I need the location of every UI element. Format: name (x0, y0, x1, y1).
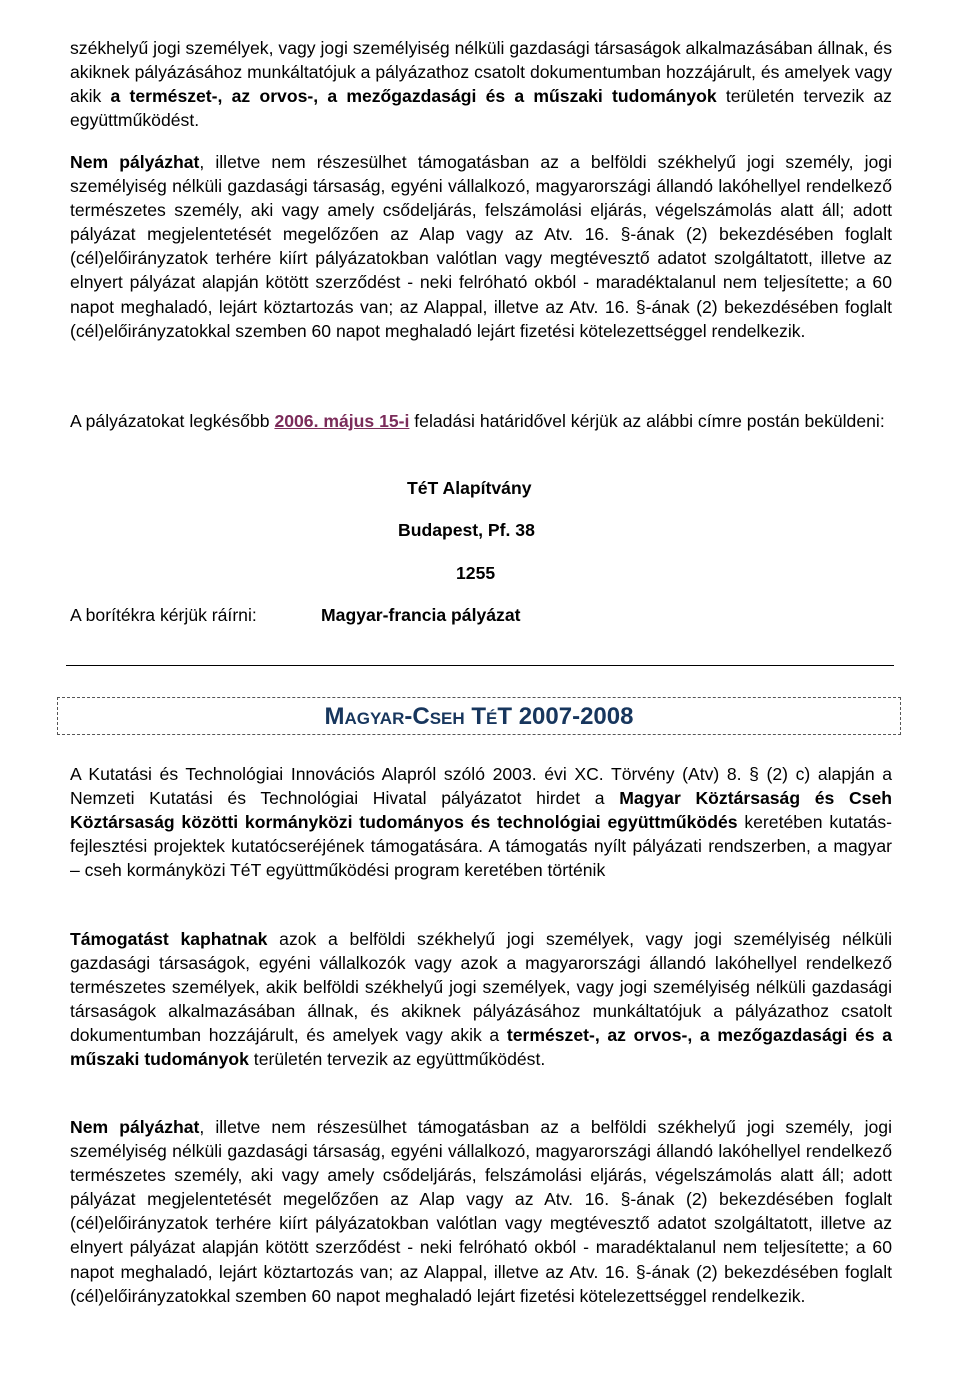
paragraph-call-intro (70, 762, 892, 882)
paragraph-deadline (70, 409, 892, 433)
deadline-date: 2006. május 15-i (274, 411, 410, 431)
text-run: területén tervezik az együttműködést. (248, 1049, 546, 1070)
title-smallcaps: É (486, 709, 498, 728)
bold-run: Magyar Köztársaság és Cseh Köztársaság közötti kormányközi tudományos és technológiai együttműködés (70, 788, 892, 833)
text-run: székhelyű jogi személyek, vagy jogi személyiség nélküli gazdasági társaságok alkalmazásában állnak, és akiknek pályázásához munkáltatójuk a pályázathoz csatolt dokumentumban hozzájárult, és amelyek vagy akik (70, 38, 892, 107)
title-smallcaps: SEH (429, 709, 465, 728)
bold-run: természet-, az orvos-, a mezőgazdasági és a műszaki tudományok (70, 1025, 892, 1070)
section-divider (66, 665, 894, 666)
paragraph-ineligibility (70, 150, 892, 343)
section-title (57, 697, 901, 735)
text-run: feladási határidővel kérjük az alábbi címre postán beküldeni: (409, 411, 885, 431)
bold-run: a természet-, az orvos-, a mezőgazdasági és a műszaki tudományok (110, 86, 717, 107)
text-run: A Kutatási és Technológiai Innovációs Alapról szóló 2003. évi XC. Törvény (Atv) 8. § (2) c) alapján a Nemzeti Kutatási és Technológiai Hivatal pályázatot hirdet a (70, 764, 892, 809)
title-years: 2007-2008 (518, 703, 634, 730)
title-letter: M (324, 703, 345, 730)
title-letter: C (412, 703, 430, 730)
address-zip: 1255 (456, 563, 496, 583)
text-run: azok a belföldi székhelyű jogi személyek, vagy jogi személyiség nélküli gazdasági társaságok, egyéni vállalkozók vagy azok a magyarországi állandó lakóhellyel rendelkező természetes személyek, akik belföldi székhelyű jogi személyek, vagy jogi személyiség nélküli gazdasági társaságok alkalmazásában állnak, és akiknek pályázásához munkáltatójuk a pályázathoz csatolt dokumentumban hozzájárult, és amelyek vagy akik a (70, 929, 892, 1046)
text-run: , illetve nem részesülhet támogatásban az a belföldi székhelyű jogi személy, jogi személyiség nélküli gazdasági társaság, egyéni vállalkozó, magyarországi állandó lakóhellyel rendelkező természetes személy, aki vagy amely csődeljárás, felszámolási eljárás, végelszámolás alatt áll; adott pályázat megjelentetését megelőzően az Alap vagy az Atv. 16. §-ának (2) bekezdésében foglalt (cél)előirányzatok terhére kiírt pályázatokban valótlan vagy megtévesztő adatot szolgáltatott, illetve az elnyert pályázat alapján kötött szerződést - neki felróható okból - maradéktalanul nem teljesítette; a 60 napot meghaladó, lejárt köztartozás van; az Alappal, illetve az Atv. 16. §-ának (2) bekezdésében foglalt (cél)előirányzatokkal szemben 60 napot meghaladó lejárt fizetési kötelezettséggel rendelkezik. (70, 152, 893, 341)
paragraph-eligibility-continued (70, 36, 892, 132)
text-run: keretében kutatás-fejlesztési projektek kutatócseréjének támogatására. A támogatás nyílt pályázati rendszerben, a magyar – cseh kormányközi TéT együttműködési program keretében történik (70, 812, 892, 881)
bold-run: Támogatást kaphatnak (70, 929, 268, 949)
title-smallcaps: AGYAR (344, 709, 405, 728)
bold-run: Nem pályázhat (70, 152, 200, 172)
title-dash: - (404, 703, 413, 730)
text-run: területén tervezik az együttműködést. (70, 86, 892, 131)
title-letter: T (497, 703, 513, 730)
envelope-text: Magyar-francia pályázat (321, 605, 521, 625)
title-letter: T (471, 703, 487, 730)
text-run: , illetve nem részesülhet támogatásban az a belföldi székhelyű jogi személy, jogi személyiség nélküli gazdasági társaság, egyéni vállalkozó, magyarországi állandó lakóhellyel rendelkező természetes személy, aki vagy amely csődeljárás, felszámolási eljárás, végelszámolás alatt áll; adott pályázat megjelentetését megelőzően az Alap vagy az Atv. 16. §-ának (2) bekezdésében foglalt (cél)előirányzatok terhére kiírt pályázatokban valótlan vagy megtévesztő adatot szolgáltatott, illetve az elnyert pályázat alapján kötött szerződést - neki felróható okból - maradéktalanul nem teljesítette; a 60 napot meghaladó, lejárt köztartozás van; az Alappal, illetve az Atv. 16. §-ának (2) bekezdésében foglalt (cél)előirányzatokkal szemben 60 napot meghaladó lejárt fizetési kötelezettséggel rendelkezik. (70, 1117, 893, 1306)
paragraph-eligibility (70, 927, 892, 1072)
address-city: Budapest, Pf. 38 (398, 520, 535, 540)
text-run: A pályázatokat legkésőbb (70, 411, 275, 431)
bold-run: Nem pályázhat (70, 1117, 200, 1137)
paragraph-ineligibility-2 (70, 1115, 892, 1308)
address-organization: TéT Alapítvány (407, 478, 532, 498)
envelope-label: A borítékra kérjük ráírni: (70, 605, 257, 625)
